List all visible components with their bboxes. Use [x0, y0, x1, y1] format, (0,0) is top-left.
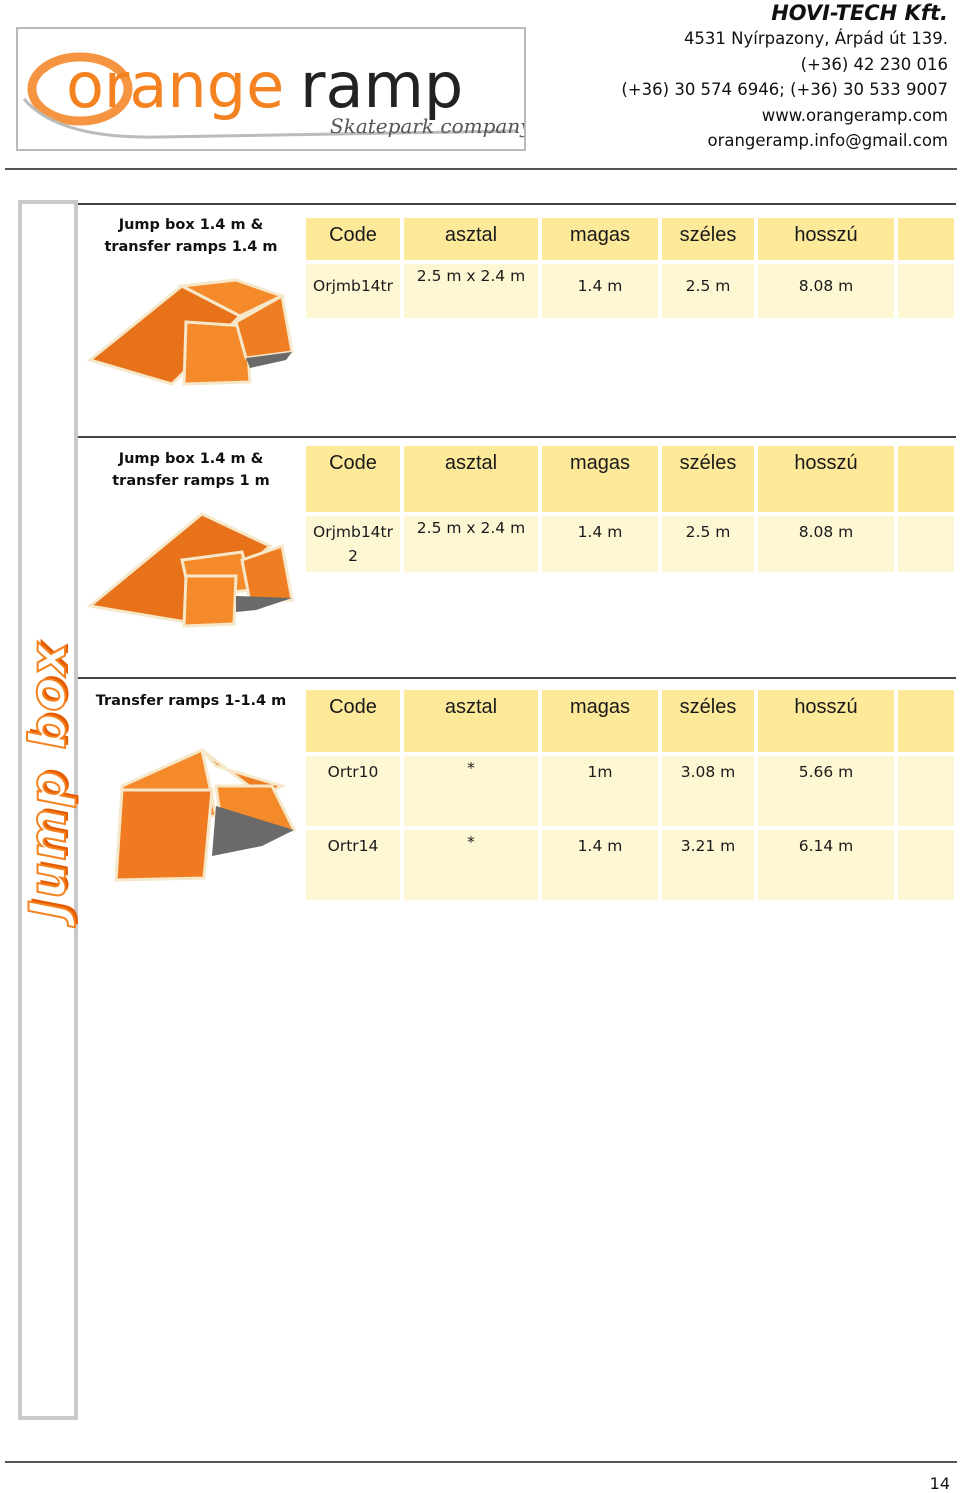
- section-divider: [78, 436, 956, 438]
- header-cell-magas: magas: [542, 446, 658, 512]
- header-cell-empty: [898, 218, 954, 260]
- company-phone: (+36) 42 230 016: [800, 54, 948, 74]
- product-title: [76, 448, 306, 492]
- cell-code: Orjmb14tr 2: [306, 516, 400, 572]
- transfer-ramp-image: [112, 746, 302, 884]
- cell-asztal: *: [404, 830, 538, 900]
- company-website[interactable]: www.orangeramp.com: [761, 105, 948, 125]
- cell-empty: [898, 264, 954, 318]
- header-cell-code: Code: [306, 690, 400, 752]
- company-name: HOVI-TECH Kft.: [771, 1, 948, 25]
- product-title-line1: Jump box 1.4 m &: [118, 217, 264, 233]
- company-email[interactable]: orangeramp.info@gmail.com: [707, 131, 948, 150]
- cell-code: Ortr10: [306, 756, 400, 826]
- footer-divider: [5, 1461, 957, 1463]
- company-logo: [16, 27, 526, 151]
- cell-hosszu: 8.08 m: [758, 264, 894, 318]
- header-cell-magas: magas: [542, 218, 658, 260]
- header-cell-asztal: asztal: [404, 218, 538, 260]
- cell-hosszu: 8.08 m: [758, 516, 894, 572]
- header-cell-asztal: asztal: [404, 690, 538, 752]
- header-cell-szeles: széles: [662, 218, 754, 260]
- company-address: 4531 Nyírpazony, Árpád út 139.: [683, 29, 948, 48]
- cell-asztal: 2.5 m x 2.4 m: [404, 516, 538, 572]
- cell-empty: [898, 756, 954, 826]
- cell-magas: 1.4 m: [542, 264, 658, 318]
- product-title: [76, 214, 306, 258]
- header-cell-code: Code: [306, 218, 400, 260]
- product-title-line2: transfer ramps 1.4 m: [104, 239, 278, 255]
- cell-szeles: 2.5 m: [662, 264, 754, 318]
- jump-box-ramp-image: [86, 510, 300, 630]
- cell-hosszu: 5.66 m: [758, 756, 894, 826]
- header-cell-szeles: széles: [662, 690, 754, 752]
- company-contact: [621, 0, 948, 154]
- cell-magas: 1.4 m: [542, 516, 658, 572]
- header-divider: [5, 168, 957, 170]
- logo-tagline: Skatepark company: [330, 114, 524, 138]
- header-cell-hosszu: hosszú: [758, 690, 894, 752]
- cell-code: Ortr14: [306, 830, 400, 900]
- logo-graphic: [18, 29, 524, 149]
- section-divider: [78, 203, 956, 205]
- logo-text-orange: orange: [66, 49, 285, 122]
- header-cell-hosszu: hosszú: [758, 446, 894, 512]
- cell-magas: 1m: [542, 756, 658, 826]
- header-cell-empty: [898, 690, 954, 752]
- cell-szeles: 3.21 m: [662, 830, 754, 900]
- header-cell-magas: magas: [542, 690, 658, 752]
- cell-szeles: 2.5 m: [662, 516, 754, 572]
- header-cell-code: Code: [306, 446, 400, 512]
- product-title-line1: Transfer ramps 1-1.4 m: [95, 693, 287, 709]
- jump-box-ramp-image: [86, 278, 300, 394]
- cell-code: Orjmb14tr: [306, 264, 400, 318]
- section-divider: [78, 677, 956, 679]
- product-title-line1: Jump box 1.4 m &: [118, 451, 264, 467]
- cell-empty: [898, 516, 954, 572]
- logo-text-ramp: ramp: [300, 49, 464, 122]
- cell-szeles: 3.08 m: [662, 756, 754, 826]
- cell-asztal: *: [404, 756, 538, 826]
- cell-magas: 1.4 m: [542, 830, 658, 900]
- cell-empty: [898, 830, 954, 900]
- header-cell-szeles: széles: [662, 446, 754, 512]
- header-cell-empty: [898, 446, 954, 512]
- cell-asztal: 2.5 m x 2.4 m: [404, 264, 538, 318]
- cell-hosszu: 6.14 m: [758, 830, 894, 900]
- product-title-line2: transfer ramps 1 m: [112, 473, 270, 489]
- product-title: [76, 690, 306, 712]
- header-cell-hosszu: hosszú: [758, 218, 894, 260]
- header-cell-asztal: asztal: [404, 446, 538, 512]
- company-mobiles: (+36) 30 574 6946; (+36) 30 533 9007: [621, 80, 948, 99]
- category-label: Jump box: [19, 641, 77, 919]
- page-number: 14: [929, 1474, 950, 1493]
